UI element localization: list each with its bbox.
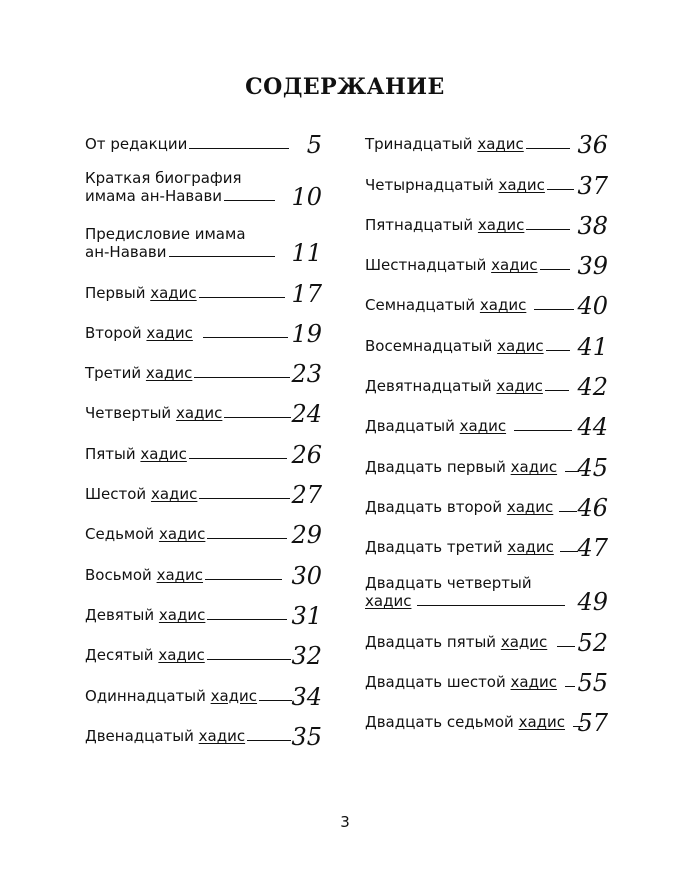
toc-entry[interactable] — [85, 597, 322, 637]
toc-entry-title-line1: Краткая биография — [85, 169, 242, 188]
toc-page-number: 23 — [291, 360, 322, 389]
toc-page-number: 32 — [291, 642, 322, 671]
toc-entry[interactable] — [85, 556, 322, 596]
toc-page-number: 39 — [577, 252, 608, 281]
toc-entry-title: Второй хадис — [85, 323, 193, 342]
toc-entry[interactable] — [365, 704, 608, 744]
toc-entry[interactable] — [365, 529, 608, 569]
toc-page-number: 41 — [577, 332, 608, 361]
toc-page-number: 46 — [577, 493, 608, 522]
toc-entry-title: Двадцать шестой хадис — [365, 672, 557, 691]
toc-page-number: 10 — [291, 183, 322, 212]
toc-entry[interactable] — [85, 516, 322, 556]
toc-entry[interactable] — [85, 476, 322, 516]
toc-entry[interactable] — [85, 395, 322, 435]
toc-entry[interactable] — [85, 315, 322, 355]
toc-entry[interactable] — [365, 287, 608, 327]
toc-entry-title: Десятый хадис — [85, 646, 205, 665]
dot-leader — [417, 604, 565, 606]
toc-entry-title-line1: Двадцать четвертый — [365, 574, 532, 593]
dot-leader — [203, 336, 288, 338]
toc-entry-title: Четырнадцатый хадис — [365, 175, 545, 194]
dot-leader — [224, 416, 291, 418]
toc-entry-title: Третий хадис — [85, 364, 193, 383]
toc-page-number: 55 — [577, 668, 608, 697]
toc-entry[interactable] — [365, 569, 608, 623]
toc-page-number: 42 — [577, 373, 608, 402]
toc-entry[interactable] — [85, 218, 322, 274]
dot-leader — [545, 389, 569, 391]
toc-entry[interactable] — [365, 368, 608, 408]
toc-page-number: 27 — [291, 481, 322, 510]
toc-entry[interactable] — [365, 207, 608, 247]
toc-entry-title: Двенадцатый хадис — [85, 726, 246, 745]
toc-entry[interactable] — [365, 448, 608, 488]
dot-leader — [546, 349, 570, 351]
toc-right-column — [365, 126, 608, 744]
toc-entry-title: Двадцать второй хадис — [365, 497, 554, 516]
toc-page-number: 45 — [577, 453, 608, 482]
toc-page-number: 38 — [577, 211, 608, 240]
toc-page-number: 29 — [291, 521, 322, 550]
toc-page-number: 44 — [577, 413, 608, 442]
toc-entry[interactable] — [85, 166, 322, 218]
dot-leader — [169, 255, 275, 257]
dot-leader — [534, 308, 574, 310]
toc-page-number: 34 — [291, 682, 322, 711]
toc-page-number: 37 — [577, 171, 608, 200]
toc-entry[interactable] — [365, 623, 608, 663]
toc-entry[interactable] — [365, 408, 608, 448]
toc-entry[interactable] — [365, 664, 608, 704]
toc-entry[interactable] — [85, 274, 322, 314]
toc-page-number: 11 — [291, 239, 322, 268]
toc-entry-title-line2: хадис — [365, 592, 412, 611]
toc-entry-title: Пятый хадис — [85, 444, 187, 463]
toc-entry-title: Шестнадцатый хадис — [365, 256, 538, 275]
toc-page-number: 49 — [577, 588, 608, 617]
toc-entry[interactable] — [365, 327, 608, 367]
toc-entry[interactable] — [365, 166, 608, 206]
toc-entry-title: Первый хадис — [85, 283, 197, 302]
toc-page-number: 30 — [291, 561, 322, 590]
toc-entry-title: Седьмой хадис — [85, 525, 206, 544]
dot-leader — [189, 147, 289, 149]
toc-entry[interactable] — [365, 247, 608, 287]
dot-leader — [526, 147, 570, 149]
toc-entry[interactable] — [85, 126, 322, 166]
toc-page-number: 40 — [577, 292, 608, 321]
toc-page-number: 52 — [577, 628, 608, 657]
toc-entry-title: Пятнадцатый хадис — [365, 215, 525, 234]
dot-leader — [560, 550, 578, 552]
toc-page-number: 5 — [306, 131, 322, 160]
dot-leader — [194, 376, 290, 378]
dot-leader — [247, 739, 291, 741]
toc-entry-title: Восемнадцатый хадис — [365, 336, 544, 355]
dot-leader — [559, 510, 577, 512]
dot-leader — [540, 268, 570, 270]
toc-entry-title: Одиннадцатый хадис — [85, 686, 258, 705]
toc-entry[interactable] — [85, 355, 322, 395]
dot-leader — [224, 199, 275, 201]
toc-entry[interactable] — [365, 126, 608, 166]
toc-page-number: 26 — [291, 440, 322, 469]
dot-leader — [207, 618, 287, 620]
toc-left-column — [85, 126, 322, 758]
toc-entry[interactable] — [85, 637, 322, 677]
toc-entry-title-line2: ан-Навави — [85, 243, 167, 262]
toc-page-number: 47 — [577, 534, 608, 563]
toc-entry[interactable] — [85, 718, 322, 758]
toc-entry-title: Двадцать третий хадис — [365, 538, 554, 557]
toc-page-number: 36 — [577, 131, 608, 160]
toc-entry[interactable] — [85, 677, 322, 717]
dot-leader — [207, 658, 291, 660]
toc-page-number: 31 — [291, 601, 322, 630]
dot-leader — [199, 497, 290, 499]
toc-entry-title: Четвертый хадис — [85, 404, 223, 423]
toc-page-number: 24 — [291, 400, 322, 429]
dot-leader — [547, 188, 574, 190]
page-title: СОДЕРЖАНИЕ — [245, 74, 445, 100]
dot-leader — [199, 296, 285, 298]
dot-leader — [526, 228, 570, 230]
toc-entry[interactable] — [85, 435, 322, 475]
toc-entry-title: Тринадцатый хадис — [365, 135, 524, 154]
dot-leader — [189, 457, 287, 459]
toc-entry-title-line2: имама ан-Навави — [85, 187, 223, 206]
dot-leader — [207, 537, 287, 539]
dot-leader — [565, 685, 575, 687]
toc-entry-title: Восьмой хадис — [85, 565, 204, 584]
toc-entry[interactable] — [365, 489, 608, 529]
toc-entry-title: Девятнадцатый хадис — [365, 377, 543, 396]
toc-page-number: 19 — [291, 319, 322, 348]
toc-entry-title: От редакции — [85, 135, 188, 154]
toc-page-number: 17 — [291, 279, 322, 308]
toc-page-number: 35 — [291, 722, 322, 751]
dot-leader — [557, 645, 575, 647]
toc-entry-title-line1: Предисловие имама — [85, 225, 246, 244]
toc-entry-title: Шестой хадис — [85, 485, 198, 504]
toc-entry-title: Двадцать седьмой хадис — [365, 713, 566, 732]
toc-entry-title: Девятый хадис — [85, 605, 206, 624]
toc-entry-title: Семнадцатый хадис — [365, 296, 527, 315]
toc-entry-title: Двадцать пятый хадис — [365, 632, 548, 651]
dot-leader — [259, 699, 292, 701]
toc-page-number: 57 — [577, 709, 608, 738]
dot-leader — [514, 429, 572, 431]
dot-leader — [205, 578, 282, 580]
toc-entry-title: Двадцать первый хадис — [365, 457, 558, 476]
toc-entry-title: Двадцатый хадис — [365, 417, 507, 436]
page-number: 3 — [340, 813, 350, 831]
